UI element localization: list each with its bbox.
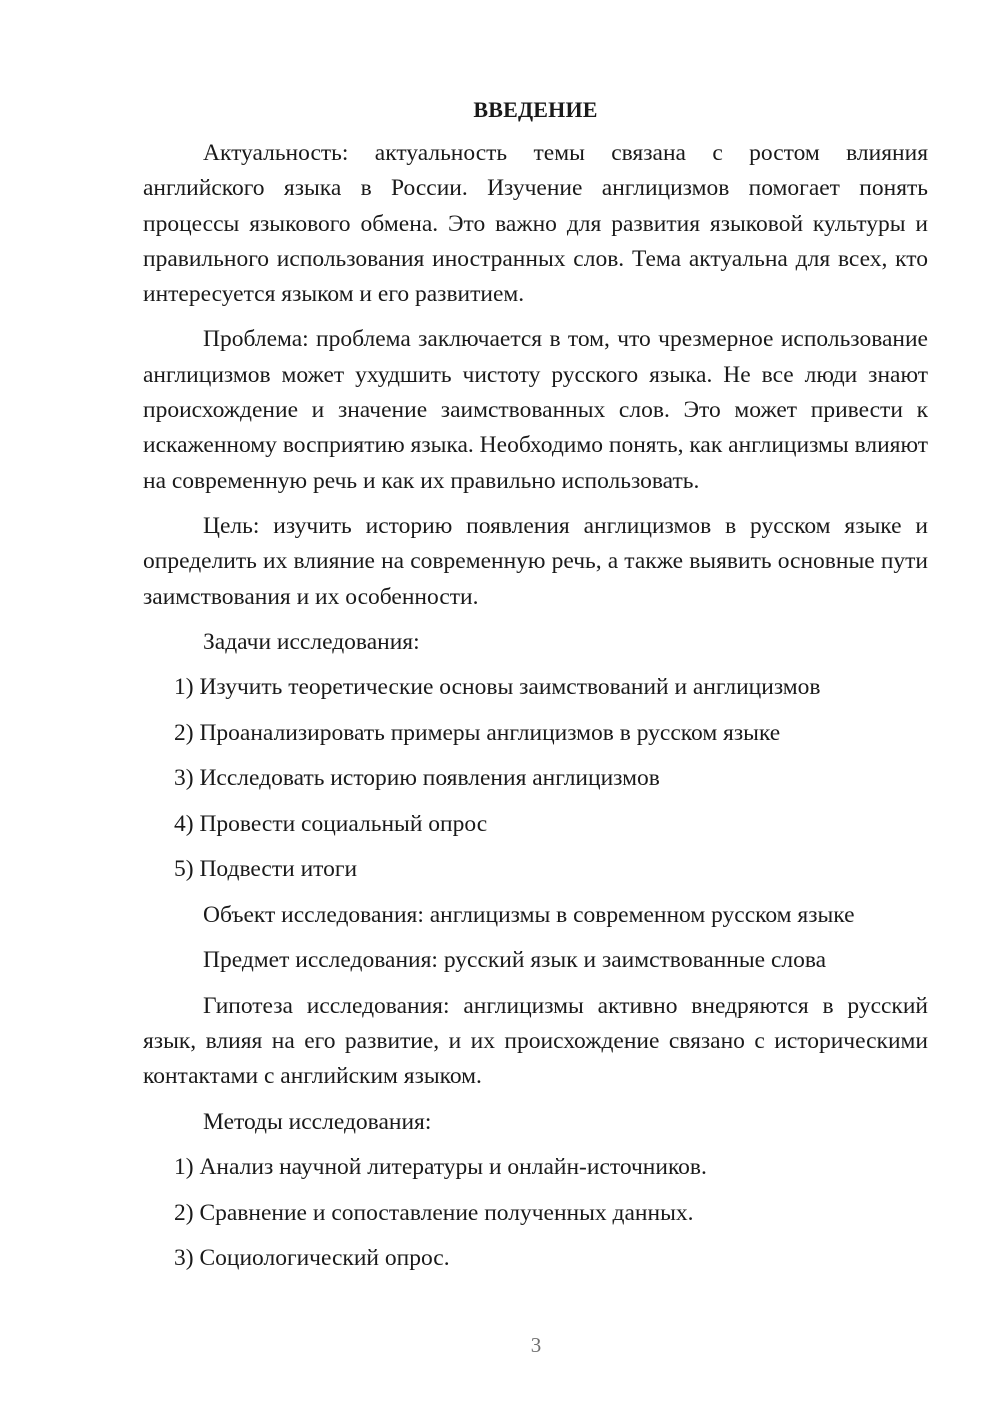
research-subject: Предмет исследования: русский язык и заимствованные слова <box>203 947 827 974</box>
method-item-3: 3) Социологический опрос. <box>174 1245 450 1272</box>
task-item-4: 4) Провести социальный опрос <box>174 810 488 837</box>
section-title: ВВЕДЕНИЕ <box>473 97 598 122</box>
methods-heading: Методы исследования: <box>203 1108 432 1135</box>
task-item-3: 3) Исследовать историю появления англицизмов <box>174 765 660 792</box>
method-item-2: 2) Сравнение и сопоставление полученных данных. <box>174 1199 694 1226</box>
research-object: Объект исследования: англицизмы в современном русском языке <box>203 901 855 928</box>
page-number: 3 <box>530 1333 542 1357</box>
page-content <box>143 92 928 1287</box>
goal-paragraph: Цель: изучить историю появления англицизмов в русском языке и определить их влияние на современную речь, а также выявить основные пути заимствования и их особенности. <box>143 512 928 610</box>
task-item-1: 1) Изучить теоретические основы заимствований и англицизмов <box>174 674 821 701</box>
method-item-1: 1) Анализ научной литературы и онлайн-источников. <box>174 1154 707 1181</box>
hypothesis-paragraph: Гипотеза исследования: англицизмы активно внедряются в русский язык, влияя на его развитие, и их происхождение связано с историческими контактами с английским языком. <box>143 992 928 1090</box>
task-item-5: 5) Подвести итоги <box>174 856 358 883</box>
tasks-heading: Задачи исследования: <box>203 628 420 655</box>
task-item-2: 2) Проанализировать примеры англицизмов в русском языке <box>174 719 781 746</box>
problem-paragraph: Проблема: проблема заключается в том, что чрезмерное использование англицизмов может ухудшить чистоту русского языка. Не все люди знают происхождение и значение заимствованных слов. Это может привести к искаженному восприятию языка. Необходимо понять, как англицизмы влияют на современную речь и как их правильно использовать. <box>143 326 928 494</box>
relevance-paragraph: Актуальность: актуальность темы связана с ростом влияния английского языка в России. Изучение англицизмов помогает понять процессы языкового обмена. Это важно для развития языковой культуры и правильного использования иностранных слов. Тема актуальна для всех, кто интересуется языком и его развитием. <box>143 140 928 308</box>
